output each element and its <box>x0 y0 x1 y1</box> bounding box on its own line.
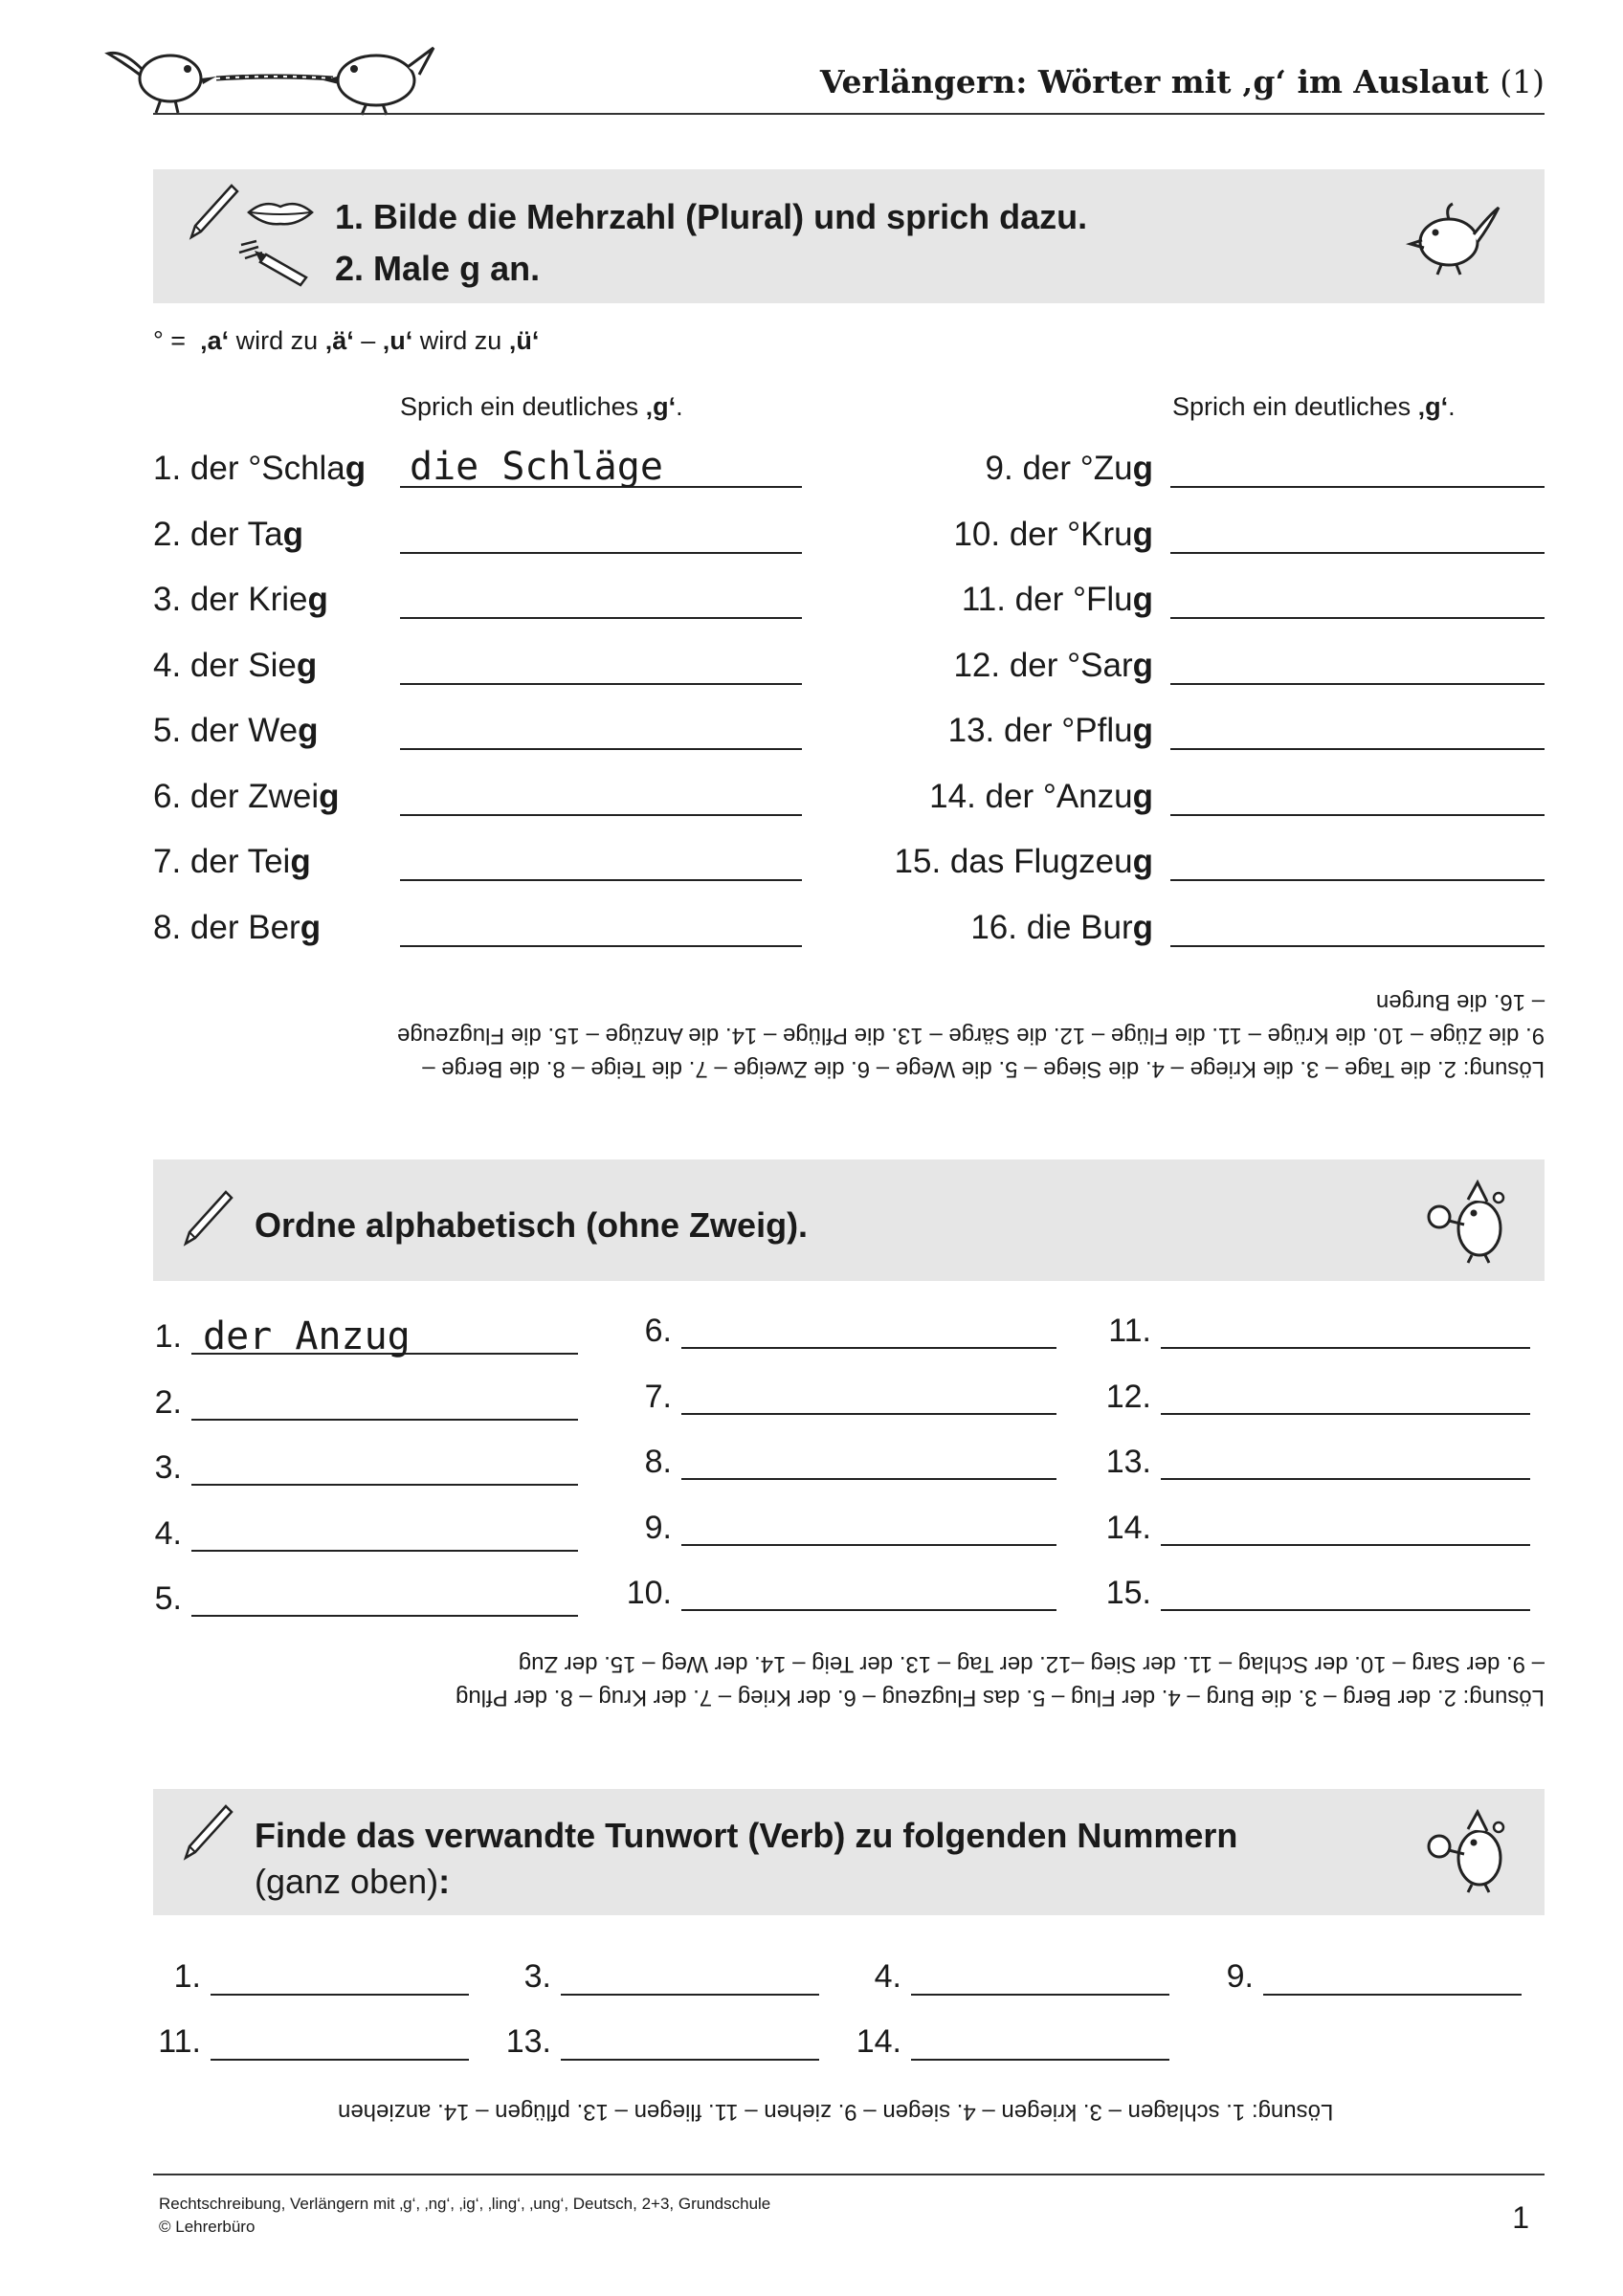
alphabetical-number: 14. <box>1105 1509 1151 1546</box>
alphabetical-number: 5. <box>154 1580 182 1617</box>
alphabetical-answer-line[interactable] <box>1161 1347 1530 1349</box>
plural-answer-line[interactable] <box>400 879 802 881</box>
plural-item-label: 12. der °Sarg <box>953 646 1153 684</box>
plural-answer-line[interactable] <box>1170 486 1545 488</box>
verb-number: 9. <box>1226 1958 1254 1995</box>
example-answer-plural: die Schläge <box>410 445 663 489</box>
plural-answer-line[interactable] <box>400 814 802 816</box>
footer-copyright: © Lehrerbüro <box>159 2218 256 2236</box>
plural-answer-line[interactable] <box>400 683 802 685</box>
solution-3-line: Lösung: 1. schlagen – 3. kriegen – 4. siegen – 9. ziehen – 11. fliegen – 13. pflügen – 14. anziehen <box>338 2099 1334 2125</box>
verb-answer-line[interactable] <box>211 2059 469 2061</box>
bird-icon <box>1407 198 1502 276</box>
solution-text <box>456 1647 1545 1714</box>
plural-item-label: 16. die Burg <box>970 908 1153 946</box>
alphabetical-number: 4. <box>154 1514 182 1552</box>
solution-line: Lösung: 2. die Tage – 3. die Kriege – 4. die Siege – 5. die Wege – 6. die Zweige – 7. die Teige – 8. die Berge – <box>422 1056 1545 1082</box>
alphabetical-answer-line[interactable] <box>681 1347 1056 1349</box>
verb-number: 4. <box>874 1958 901 1995</box>
plural-answer-line[interactable] <box>1170 879 1545 881</box>
plural-answer-line[interactable] <box>1170 617 1545 619</box>
crayon-icon <box>237 237 318 287</box>
plural-answer-line[interactable] <box>400 617 802 619</box>
alphabetical-number: 11. <box>1108 1313 1151 1349</box>
alphabetical-number: 2. <box>154 1383 182 1421</box>
alphabetical-number: 7. <box>644 1378 672 1415</box>
pronunciation-hint-right: Sprich ein deutliches ‚g‘. <box>1172 392 1456 421</box>
alphabetical-number: 6. <box>644 1313 672 1349</box>
alphabetical-answer-line[interactable] <box>681 1478 1056 1480</box>
alphabetical-answer-line[interactable] <box>191 1615 578 1617</box>
plural-item-label: 14. der °Anzug <box>929 777 1153 815</box>
page-number: 1 <box>1512 2200 1529 2235</box>
page-ref: (1) <box>1500 63 1545 100</box>
footer-course: Rechtschreibung, Verlängern mit ‚g‘, ‚ng‘, ‚ig‘, ‚ling‘, ‚ung‘, Deutsch, 2+3, Grundschule <box>159 2195 771 2213</box>
verb-answer-line[interactable] <box>561 2059 819 2061</box>
verb-number: 3. <box>523 1958 551 1995</box>
pencil-icon <box>182 1802 233 1862</box>
plural-item-label: 3. der Krieg <box>153 581 328 618</box>
verb-answer-line[interactable] <box>211 1994 469 1996</box>
plural-answer-line[interactable] <box>400 945 802 947</box>
alphabetical-number: 8. <box>644 1444 672 1480</box>
plural-answer-line[interactable] <box>400 552 802 554</box>
verb-number: 13. <box>505 2023 551 2060</box>
bird-magnifier-icon <box>1424 1177 1516 1265</box>
verb-number: 1. <box>173 1958 201 1995</box>
plural-item-label: 4. der Sieg <box>153 646 318 684</box>
alphabetical-number: 13. <box>1105 1444 1151 1480</box>
pencil-icon <box>188 182 239 241</box>
plural-item-label: 6. der Zweig <box>153 777 340 815</box>
pencil-icon <box>182 1188 233 1247</box>
alphabetical-answer-line[interactable] <box>681 1609 1056 1611</box>
header-divider <box>153 113 1545 115</box>
alphabetical-answer-line[interactable] <box>191 1550 578 1552</box>
plural-item-label: 9. der °Zug <box>985 450 1153 487</box>
plural-item-label: 8. der Berg <box>153 908 322 946</box>
alphabetical-answer-line[interactable] <box>681 1544 1056 1546</box>
example-answer-alphabetical: der Anzug <box>203 1314 411 1358</box>
alphabetical-number: 1. <box>154 1318 182 1355</box>
instruction-2: 2. Male g an. <box>335 249 541 288</box>
alphabetical-number: 3. <box>154 1449 182 1486</box>
alphabetical-answer-line[interactable] <box>1161 1413 1530 1415</box>
plural-item-label: 10. der °Krug <box>953 515 1153 553</box>
plural-item-label: 11. der °Flug <box>961 581 1153 618</box>
verb-answer-line[interactable] <box>911 1994 1169 1996</box>
lips-icon <box>247 197 314 228</box>
instruction-alphabetical: Ordne alphabetisch (ohne Zweig). <box>255 1205 809 1245</box>
solution-line: – 9. der Sarg – 10. der Schlag – 11. der Sieg –12. der Tag – 13. der Teig – 14. der Weg – 15. der Zug <box>518 1651 1545 1677</box>
solution-text <box>397 985 1545 1086</box>
alphabetical-answer-line[interactable] <box>191 1419 578 1421</box>
alphabetical-answer-line[interactable] <box>1161 1609 1530 1611</box>
plural-answer-line[interactable] <box>1170 552 1545 554</box>
alphabetical-answer-line[interactable] <box>191 1484 578 1486</box>
verb-answer-line[interactable] <box>1263 1994 1522 1996</box>
plural-answer-line[interactable] <box>1170 814 1545 816</box>
plural-item-label: 7. der Teig <box>153 843 311 880</box>
umlaut-legend: ° = ‚a‘ wird zu ‚ä‘ – ‚u‘ wird zu ‚ü‘ <box>153 326 540 355</box>
footer-text <box>159 2193 770 2239</box>
alphabetical-answer-line[interactable] <box>1161 1544 1530 1546</box>
plural-answer-line[interactable] <box>1170 748 1545 750</box>
alphabetical-number: 12. <box>1105 1378 1151 1415</box>
solution-line: – 16. die Burgen <box>1375 989 1545 1015</box>
plural-answer-line[interactable] <box>1170 945 1545 947</box>
plural-answer-line[interactable] <box>400 748 802 750</box>
plural-item-label: 15. das Flugzeug <box>894 843 1153 880</box>
verb-number: 14. <box>856 2023 901 2060</box>
verb-number: 11. <box>158 2023 201 2060</box>
plural-item-label: 2. der Tag <box>153 515 303 553</box>
solution-line: Lösung: 2. der Berg – 3. die Burg – 4. der Flug – 5. das Flugzeug – 6. der Krieg – 7. der Krug – 8. der Pflug <box>455 1685 1545 1711</box>
page-title: Verlängern: Wörter mit ‚g‘ im Auslaut (1) <box>819 63 1545 100</box>
alphabetical-answer-line[interactable] <box>1161 1478 1530 1480</box>
verb-answer-line[interactable] <box>561 1994 819 1996</box>
plural-item-label: 13. der °Pflug <box>947 712 1153 749</box>
plural-item-label: 5. der Weg <box>153 712 319 749</box>
plural-answer-line[interactable] <box>1170 683 1545 685</box>
plural-item-label: 1. der °Schlag <box>153 450 367 487</box>
alphabetical-number: 15. <box>1105 1575 1151 1611</box>
alphabetical-number: 9. <box>644 1509 672 1546</box>
instruction-1: 1. Bilde die Mehrzahl (Plural) und sprich dazu. <box>335 197 1088 236</box>
solution-line: 9. die Züge – 10. die Krüge – 11. die Flüge – 12. die Särge – 13. die Pflüge – 14. die Anzüge – 15. die Flugzeuge <box>396 1023 1545 1049</box>
alphabetical-number: 10. <box>626 1575 672 1611</box>
instruction-verb: Finde das verwandte Tunwort (Verb) zu folgenden Nummern <box>255 1816 1238 1855</box>
verb-answer-line[interactable] <box>911 2059 1169 2061</box>
footer-divider <box>153 2174 1545 2175</box>
instruction-verb-sub: (ganz oben): <box>255 1862 451 1901</box>
pronunciation-hint-left: Sprich ein deutliches ‚g‘. <box>400 392 683 421</box>
alphabetical-answer-line[interactable] <box>681 1413 1056 1415</box>
bird-magnifier-icon <box>1424 1806 1516 1894</box>
birds-rope-icon <box>103 40 438 117</box>
